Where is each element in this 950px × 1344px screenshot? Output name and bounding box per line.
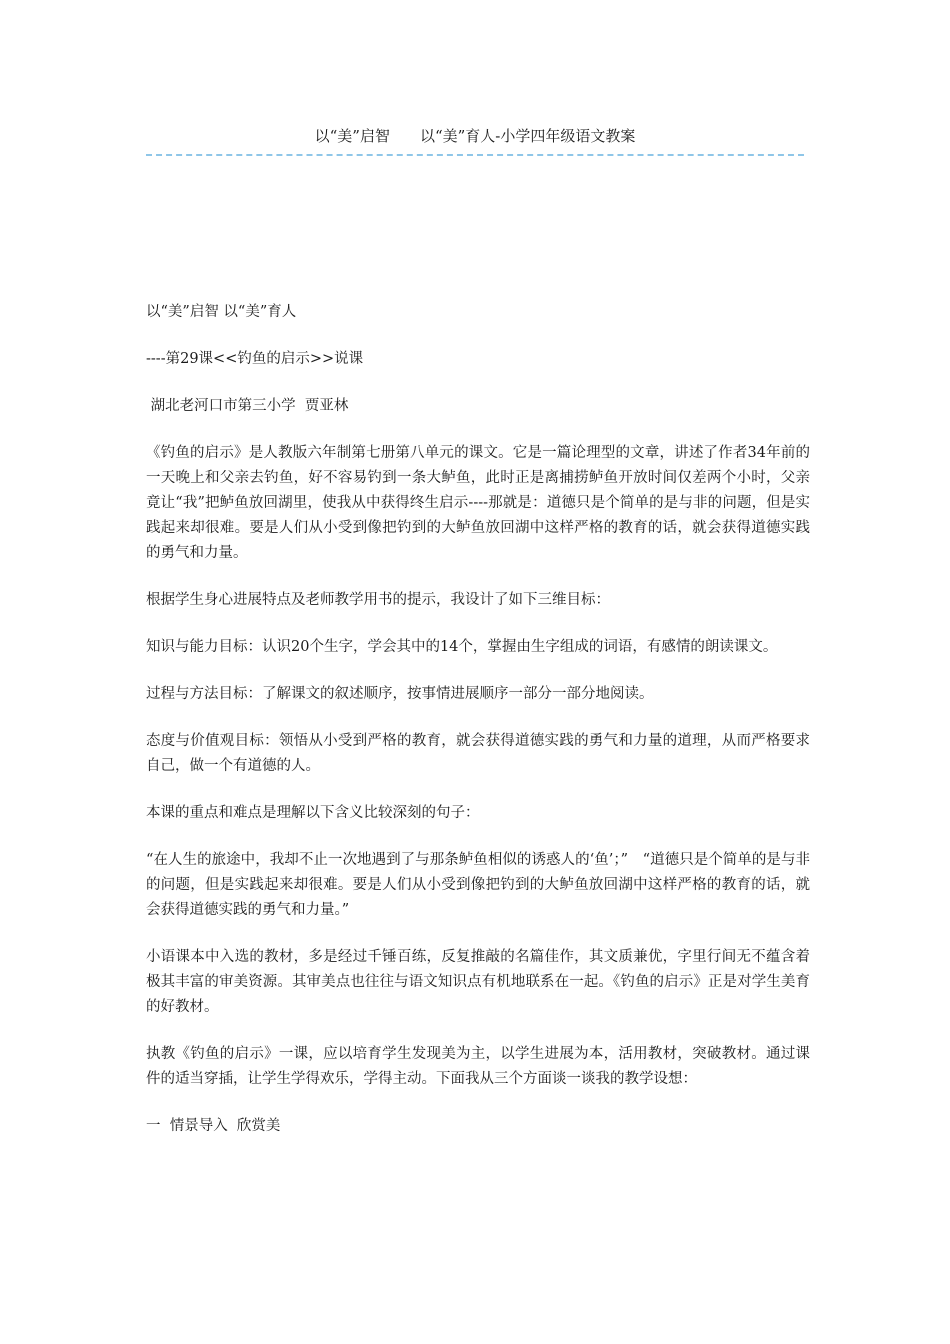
paragraph-teaching-plan: 执教《钓鱼的启示》一课，应以培育学生发现美为主，以学生进展为本，活用教材，突破教材。通过课件的适当穿插，让学生学得欢乐，学得主动。下面我从三个方面谈一谈我的教学设想： <box>146 1046 810 1087</box>
section-heading-one: 一 情景导入 欣赏美 <box>146 1118 281 1134</box>
paragraph-quotes: “在人生的旅途中，我却不止一次地遇到了与那条鲈鱼相似的诱惑人的‘鱼’；” “道德只是个简单的是与非的问题，但是实践起来却很难。要是人们从小受到像把钓到的大鲈鱼放回湖中这样严格的教育的话，就会获得道德实践的勇气和力量。” <box>146 852 810 918</box>
lesson-title: 以“美”启智 以“美”育人 <box>146 304 297 320</box>
header-title: 以“美”启智 以“美”育人-小学四年级语文教案 <box>314 127 636 145</box>
paragraph-material: 小语课本中入选的教材，多是经过千锤百练，反复推敲的名篇佳作，其文质兼优，字里行间无不蕴含着极其丰富的审美资源。其审美点也往往与语文知识点有机地联系在一起。《钓鱼的启示》正是对学生美育的好教材。 <box>146 949 810 1015</box>
paragraph-goal-attitude: 态度与价值观目标：领悟从小受到严格的教育，就会获得道德实践的勇气和力量的道理，从而严格要求自己，做一个有道德的人。 <box>146 733 810 774</box>
lesson-subtitle: ----第29课<<钓鱼的启示>>说课 <box>146 351 364 367</box>
page-header <box>146 126 804 156</box>
paragraph-goals-lead: 根据学生身心进展特点及老师教学用书的提示，我设计了如下三维目标： <box>146 592 610 608</box>
document-body <box>146 300 810 1161</box>
author-line: 湖北老河口市第三小学 贾亚林 <box>146 398 349 414</box>
paragraph-key-points: 本课的重点和难点是理解以下含义比较深刻的句子： <box>146 805 480 821</box>
header-dashed-rule <box>146 154 804 156</box>
paragraph-intro: 《钓鱼的启示》是人教版六年制第七册第八单元的课文。它是一篇论理型的文章，讲述了作者34年前的一天晚上和父亲去钓鱼，好不容易钓到一条大鲈鱼，此时正是离捕捞鲈鱼开放时间仅差两个小时，父亲竟让“我”把鲈鱼放回湖里，使我从中获得终生启示----那就是：道德只是个简单的是与非的问题，但是实践起来却很难。要是人们从小受到像把钓到的大鲈鱼放回湖中这样严格的教育的话，就会获得道德实践的勇气和力量。 <box>146 445 810 561</box>
paragraph-goal-process: 过程与方法目标：了解课文的叙述顺序，按事情进展顺序一部分一部分地阅读。 <box>146 686 654 702</box>
paragraph-goal-knowledge: 知识与能力目标：认识20个生字，学会其中的14个，掌握由生字组成的词语，有感情的朗读课文。 <box>146 639 778 655</box>
